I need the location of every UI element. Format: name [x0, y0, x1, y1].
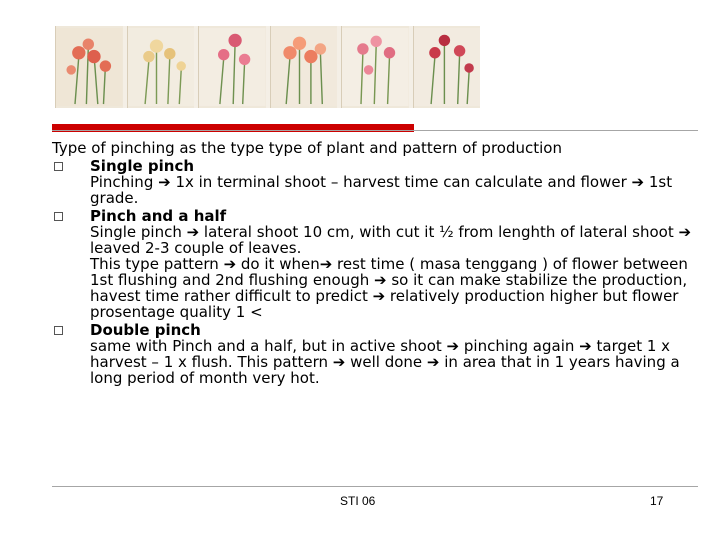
bullet-title: Single pinch — [90, 157, 195, 175]
bullet-title: Double pinch — [90, 321, 201, 339]
bullet-text: same with Pinch and a half, but in active shoot ➔ pinching again ➔ target 1 x harvest – 1 x flush. This pattern ➔ well done ➔ in area that in 1 years having a long period of month very hot. — [90, 337, 680, 387]
bullet-double-pinch — [52, 322, 702, 386]
page-number: 17 — [650, 494, 664, 508]
bullet-single-pinch — [52, 158, 702, 206]
carnation-illustration-6 — [414, 26, 481, 108]
bullet-text: Pinching ➔ 1x in terminal shoot – harvest time can calculate and flower ➔ 1st grade. — [90, 173, 673, 207]
footer-label: STI 06 — [340, 494, 376, 508]
top-rule — [52, 130, 698, 131]
carnation-illustration-4 — [271, 26, 338, 108]
bullet-text: This type pattern ➔ do it when➔ rest time ( masa tenggang ) of flower between 1st flushing and 2nd flushing enough ➔ so it can make stabilize the production, havest time rather difficult to predict ➔ relatively production higher but flower prosentage quality 1 < — [90, 255, 688, 321]
carnation-image-4 — [270, 26, 338, 108]
carnation-illustration-2 — [128, 26, 195, 108]
bottom-rule — [52, 486, 698, 487]
carnation-image-1 — [55, 26, 123, 108]
carnation-image-5 — [341, 26, 409, 108]
bullet-title: Pinch and a half — [90, 207, 227, 225]
bullet-square-icon — [54, 162, 63, 171]
carnation-illustration-5 — [342, 26, 409, 108]
slide-body — [52, 140, 702, 386]
carnation-image-6 — [413, 26, 481, 108]
bullet-square-icon — [54, 212, 63, 221]
bullet-text: Single pinch ➔ lateral shoot 10 cm, with cut it ½ from lenghth of lateral shoot ➔ leaved 2-3 couple of leaves. — [90, 223, 692, 257]
bullet-square-icon — [54, 326, 63, 335]
carnation-illustration-1 — [56, 26, 123, 108]
bullet-pinch-and-half — [52, 208, 702, 320]
intro-text: Type of pinching as the type type of plant and pattern of production — [52, 139, 562, 157]
carnation-illustration-3 — [199, 26, 266, 108]
carnation-image-banner — [55, 26, 480, 108]
carnation-image-3 — [198, 26, 266, 108]
carnation-image-2 — [127, 26, 195, 108]
